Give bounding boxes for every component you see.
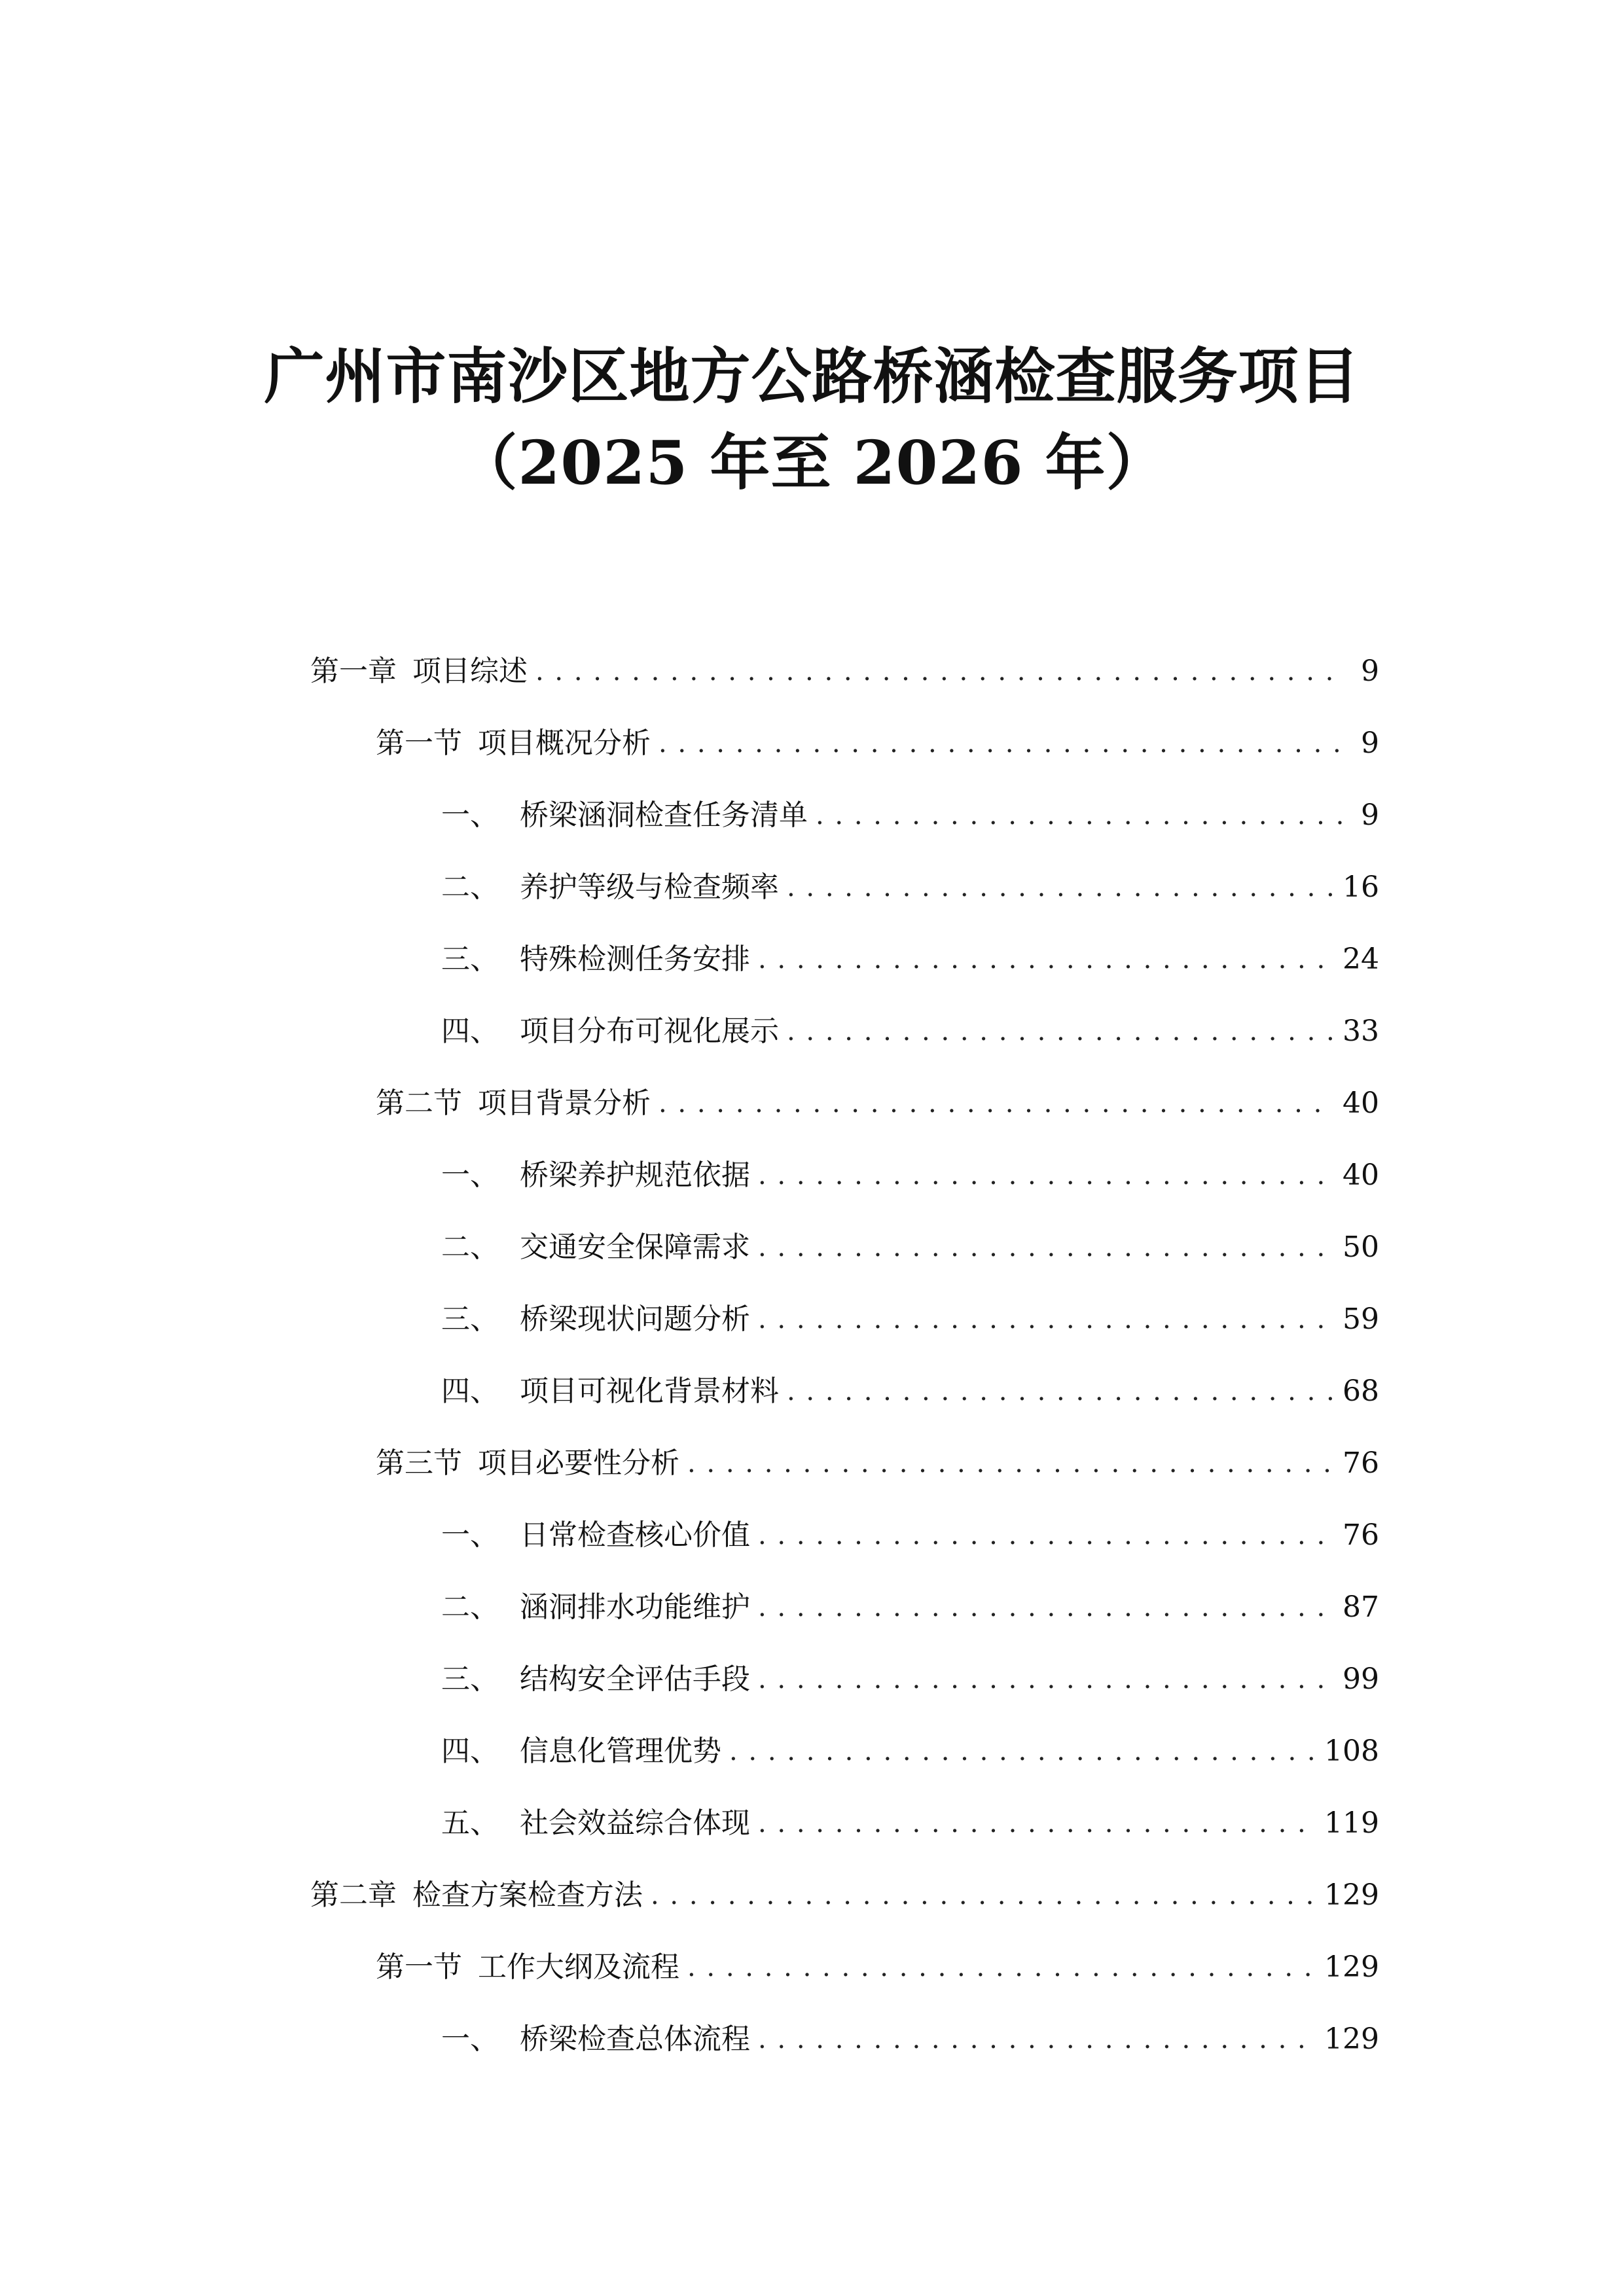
- toc-entry-page: 33: [1343, 1014, 1379, 1048]
- toc-entry-title: 桥梁养护规范依据: [520, 1158, 750, 1192]
- toc-entry-number: 一、: [441, 1518, 499, 1552]
- toc-entry[interactable]: [441, 796, 1379, 835]
- toc-entry-page: 108: [1324, 1734, 1379, 1768]
- toc-entry-page: 40: [1343, 1158, 1379, 1192]
- toc-entry-number: 第一节: [376, 1950, 462, 1984]
- toc-entry[interactable]: [441, 1732, 1379, 1771]
- toc-entry-number: 四、: [441, 1374, 499, 1408]
- toc-entry-number: 第二章: [310, 1878, 397, 1912]
- toc-entry-number: 第一节: [376, 726, 462, 760]
- toc-entry-page: 119: [1324, 1806, 1379, 1840]
- toc-dot-leader: [535, 652, 1345, 691]
- toc-entry-page: 129: [1324, 1878, 1379, 1912]
- toc-dot-leader: [659, 724, 1345, 763]
- toc-entry-page: 16: [1343, 870, 1379, 904]
- toc-entry-title: 养护等级与检查频率: [520, 870, 779, 904]
- toc-entry-number: 第二节: [376, 1086, 462, 1120]
- toc-dot-leader: [758, 2020, 1316, 2059]
- toc-dot-leader: [659, 1084, 1335, 1123]
- toc-entry[interactable]: [441, 1300, 1379, 1339]
- toc-entry[interactable]: [310, 652, 1379, 691]
- toc-entry-number: 二、: [441, 870, 499, 904]
- toc-entry-page: 87: [1343, 1590, 1379, 1624]
- toc-entry-number: 一、: [441, 2022, 499, 2056]
- toc-dot-leader: [758, 1156, 1335, 1195]
- toc-entry[interactable]: [441, 868, 1379, 907]
- toc-entry-title: 项目背景分析: [478, 1086, 651, 1120]
- toc-entry-title: 特殊检测任务安排: [520, 942, 750, 976]
- toc-dot-leader: [787, 868, 1335, 907]
- toc-entry-page: 50: [1343, 1230, 1379, 1264]
- toc-entry-title: 项目综述: [412, 655, 528, 688]
- toc-entry-title: 交通安全保障需求: [520, 1230, 750, 1264]
- toc-entry-title: 涵洞排水功能维护: [520, 1590, 750, 1624]
- toc-dot-leader: [758, 1300, 1335, 1339]
- toc-entry-number: 一、: [441, 798, 499, 832]
- toc-entry-page: 9: [1361, 798, 1379, 832]
- toc-entry-page: 76: [1343, 1446, 1379, 1480]
- toc-entry-page: 68: [1343, 1374, 1379, 1408]
- toc-entry[interactable]: [441, 1588, 1379, 1627]
- toc-entry[interactable]: [441, 2020, 1379, 2059]
- toc-entry-number: 四、: [441, 1014, 499, 1048]
- toc-entry-page: 129: [1324, 2022, 1379, 2056]
- toc-entry[interactable]: [441, 1660, 1379, 1699]
- toc-entry-number: 一、: [441, 1158, 499, 1192]
- toc-entry-title: 信息化管理优势: [520, 1734, 721, 1768]
- toc-dot-leader: [816, 796, 1345, 835]
- toc-dot-leader: [787, 1012, 1335, 1051]
- toc-entry-number: 三、: [441, 1302, 499, 1336]
- toc-dot-leader: [687, 1444, 1335, 1483]
- toc-dot-leader: [758, 1516, 1335, 1555]
- toc-entry[interactable]: [441, 1804, 1379, 1843]
- toc-entry-page: 9: [1361, 726, 1379, 760]
- toc-entry[interactable]: [376, 1444, 1379, 1483]
- toc-entry-page: 76: [1343, 1518, 1379, 1552]
- toc-entry[interactable]: [441, 1012, 1379, 1051]
- toc-entry[interactable]: [376, 1084, 1379, 1123]
- toc-entry-title: 检查方案检查方法: [412, 1878, 643, 1912]
- toc-entry[interactable]: [376, 1948, 1379, 1987]
- toc-entry-page: 59: [1343, 1302, 1379, 1336]
- toc-entry[interactable]: [310, 1876, 1379, 1915]
- toc-dot-leader: [729, 1732, 1316, 1771]
- toc-dot-leader: [687, 1948, 1316, 1987]
- toc-entry[interactable]: [376, 724, 1379, 763]
- toc-entry-number: 第三节: [376, 1446, 462, 1480]
- toc-entry-title: 桥梁检查总体流程: [520, 2022, 750, 2056]
- toc-entry-title: 项目可视化背景材料: [520, 1374, 779, 1408]
- toc-entry-title: 工作大纲及流程: [478, 1950, 679, 1984]
- toc-entry-number: 第一章: [310, 655, 397, 688]
- toc-entry-title: 桥梁涵洞检查任务清单: [520, 798, 808, 832]
- toc-entry-title: 桥梁现状问题分析: [520, 1302, 750, 1336]
- toc-entry-number: 三、: [441, 942, 499, 976]
- toc-entry-title: 结构安全评估手段: [520, 1662, 750, 1696]
- toc-entry-number: 三、: [441, 1662, 499, 1696]
- document-subtitle-years: （2025 年至 2026 年）: [457, 427, 1167, 498]
- toc-entry-title: 日常检查核心价值: [520, 1518, 750, 1552]
- toc-entry[interactable]: [441, 1156, 1379, 1195]
- toc-dot-leader: [787, 1372, 1335, 1411]
- toc-entry-number: 二、: [441, 1590, 499, 1624]
- toc-entry-title: 社会效益综合体现: [520, 1806, 750, 1840]
- toc-entry[interactable]: [441, 1372, 1379, 1411]
- toc-entry-page: 99: [1343, 1662, 1379, 1696]
- toc-entry[interactable]: [441, 940, 1379, 979]
- toc-dot-leader: [651, 1876, 1316, 1915]
- toc-entry-title: 项目概况分析: [478, 726, 651, 760]
- toc-entry-page: 24: [1343, 942, 1379, 976]
- toc-dot-leader: [758, 1660, 1335, 1699]
- toc-entry[interactable]: [441, 1228, 1379, 1267]
- toc-entry-page: 40: [1343, 1086, 1379, 1120]
- toc-entry-page: 129: [1324, 1950, 1379, 1984]
- toc-entry-title: 项目必要性分析: [478, 1446, 679, 1480]
- toc-dot-leader: [758, 940, 1335, 979]
- toc-entry-title: 项目分布可视化展示: [520, 1014, 779, 1048]
- document-title: 广州市南沙区地方公路桥涵检查服务项目: [264, 341, 1360, 412]
- toc-entry-page: 9: [1361, 655, 1379, 688]
- toc-dot-leader: [758, 1588, 1335, 1627]
- toc-entry-number: 二、: [441, 1230, 499, 1264]
- toc-dot-leader: [758, 1804, 1316, 1843]
- toc-entry-number: 四、: [441, 1734, 499, 1768]
- toc-dot-leader: [758, 1228, 1335, 1267]
- toc-entry-number: 五、: [441, 1806, 499, 1840]
- toc-entry[interactable]: [441, 1516, 1379, 1555]
